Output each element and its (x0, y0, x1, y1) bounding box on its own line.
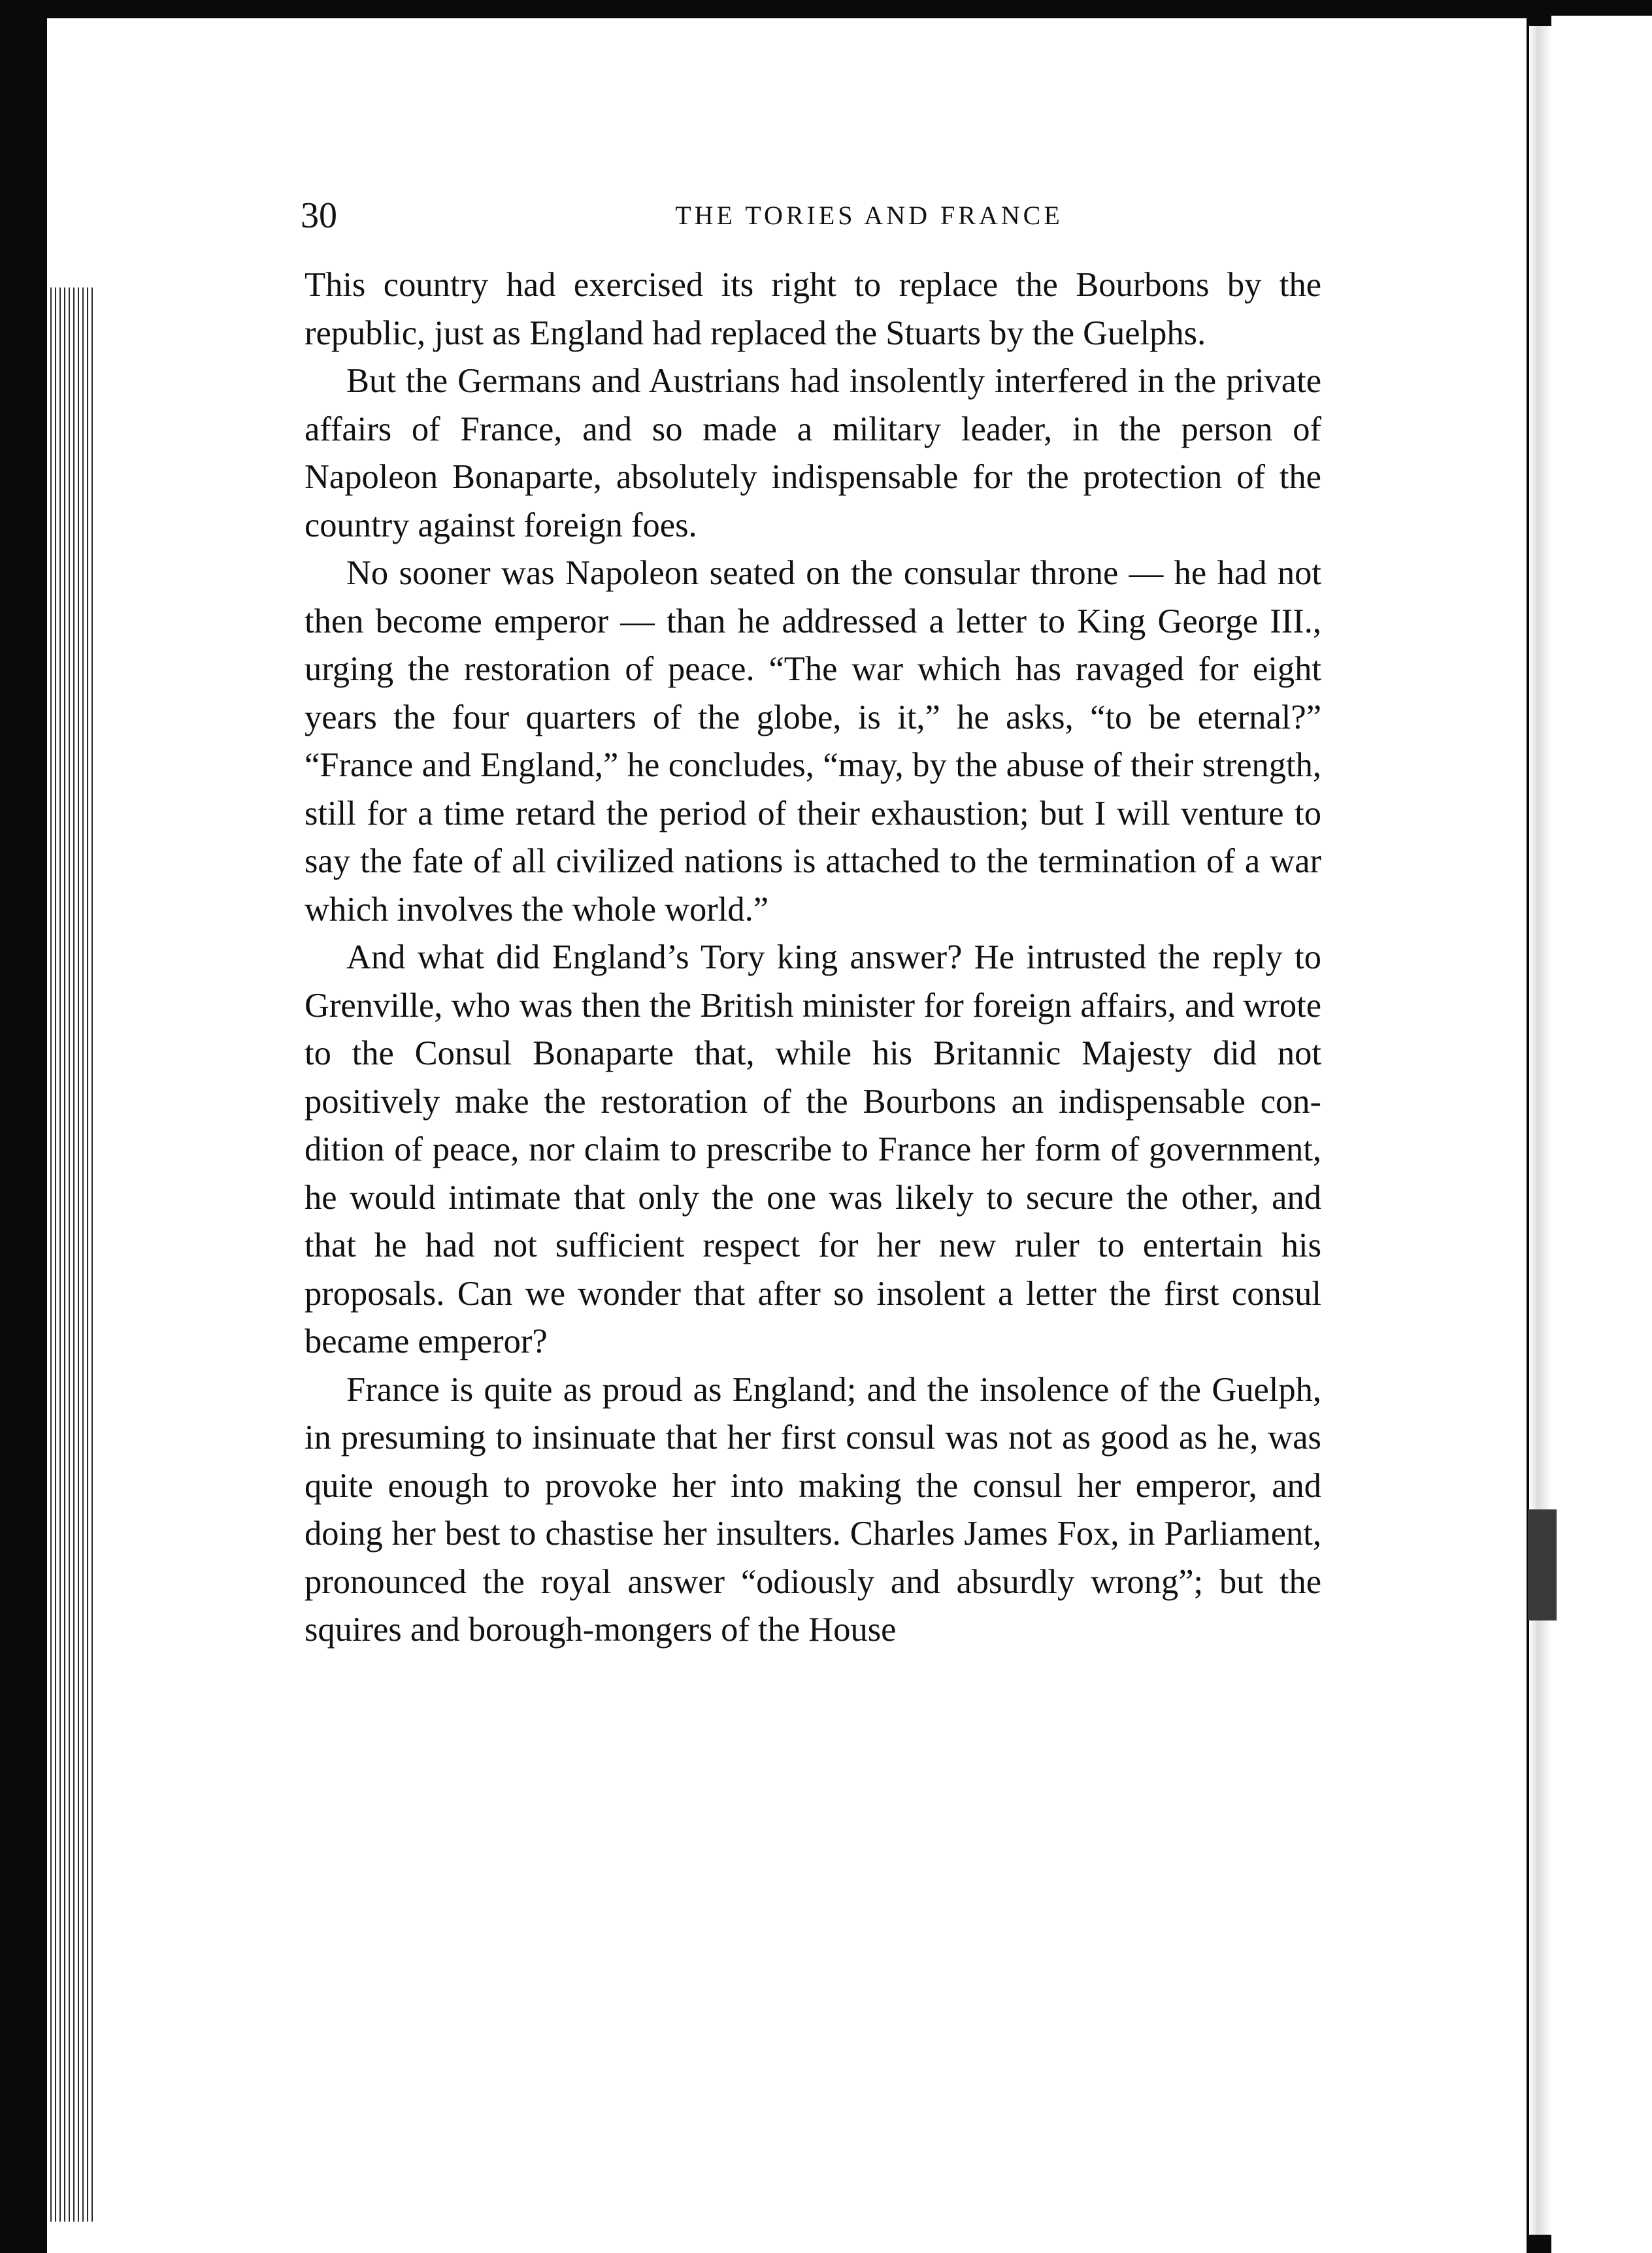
paragraph-5: France is quite as proud as England; and the insolence of the Guelph, in presuming to insinuate that her first consul was not as good as he, was quite enough to provoke her into making the consul her emperor, and doing her best to chastise her insulters. Charles James Fox, in Parliament, pronounced the royal answer “odiously and absurdly wrong”; but the squires and borough-mongers of the House (305, 1370, 1321, 1649)
body-text (305, 261, 1321, 1654)
gutter-tab-mark (1528, 1509, 1557, 1620)
paragraph-2: But the Germans and Austrians had insolently interfered in the private affairs of France, and so made a military leader, in the person of Napoleon Bonaparte, absolutely indispensable for the protection of the country against foreign foes. (305, 362, 1321, 544)
paragraph-3: No sooner was Napoleon seated on the consular throne — he had not then become emperor — than he addressed a letter to King George III., urging the restoration of peace. “The war which has ravaged for eight years the four quarters of the globe, is it,” he asks, “to be eternal?” “France and England,” he concludes, “may, by the abuse of their strength, still for a time retard the period of their exhaustion; but I will venture to say the fate of all civilized nations is attached to the termination of a war which involves the whole world.” (305, 554, 1321, 929)
paragraph-4: And what did England’s Tory king answer? He intrusted the reply to Grenville, who was then the British minister for foreign affairs, and wrote to the Consul Bonaparte that, while his Britannic Majesty did not positively make the restoration of the Bourbons an indispensable condition of peace, nor claim to prescribe to France her form of government, he would intimate that only the one was likely to secure the other, and that he had not sufficient respect for her new ruler to entertain his proposals. Can we wonder that after so insolent a letter the first consul became emperor? (305, 938, 1321, 1360)
facing-page-sliver (1551, 16, 1652, 2253)
page-number: 30 (301, 195, 337, 236)
paragraph-1: This country had exercised its right to replace the Bourbons by the republic, just as England had replaced the Stuarts by the Guelphs. (305, 266, 1321, 352)
book-spine-shadow (0, 0, 47, 2253)
book-gutter (1529, 26, 1551, 2235)
running-title: THE TORIES AND FRANCE (675, 201, 1063, 230)
page-edge-stack (47, 288, 94, 2222)
scan-top-border (0, 0, 1652, 18)
running-head (301, 189, 1438, 242)
